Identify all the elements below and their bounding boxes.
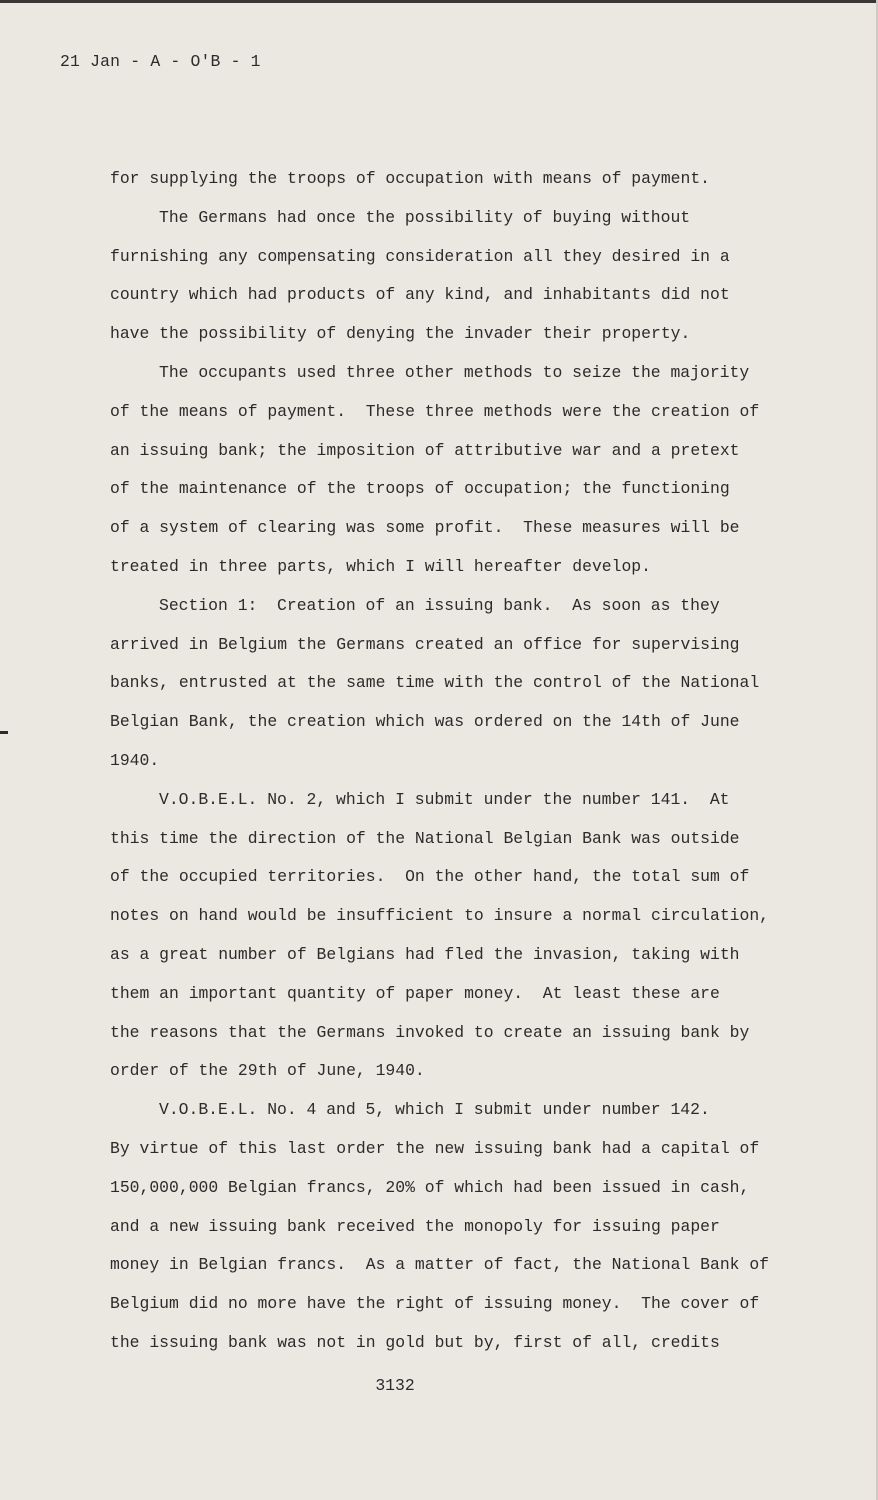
body-text <box>110 165 770 1368</box>
text-line: of the occupied territories. On the other hand, the total sum of <box>110 867 750 887</box>
text-line: order of the 29th of June, 1940. <box>110 1061 425 1081</box>
text-line: treated in three parts, which I will hereafter develop. <box>110 556 651 576</box>
text-line: of the means of payment. These three methods were the creation of <box>110 401 760 421</box>
text-line: have the possibility of denying the invader their property. <box>110 324 691 344</box>
text-line: as a great number of Belgians had fled the invasion, taking with <box>110 944 740 964</box>
text-line: arrived in Belgium the Germans created an office for supervising <box>110 634 740 654</box>
text-line: and a new issuing bank received the monopoly for issuing paper <box>110 1216 720 1236</box>
margin-mark <box>0 731 8 734</box>
page-number: 3132 <box>375 1376 415 1395</box>
text-line: this time the direction of the National Belgian Bank was outside <box>110 828 740 848</box>
text-line: The occupants used three other methods to seize the majority <box>159 362 750 382</box>
text-line: country which had products of any kind, and inhabitants did not <box>110 285 730 305</box>
text-line: for supplying the troops of occupation with means of payment. <box>110 169 710 188</box>
text-line: of a system of clearing was some profit. These measures will be <box>110 518 740 538</box>
text-line: an issuing bank; the imposition of attributive war and a pretext <box>110 440 740 460</box>
text-line: the issuing bank was not in gold but by, first of all, credits <box>110 1332 720 1352</box>
text-line: of the maintenance of the troops of occupation; the functioning <box>110 479 730 499</box>
text-line: the reasons that the Germans invoked to create an issuing bank by <box>110 1022 750 1042</box>
page-header: 21 Jan - A - O'B - 1 <box>60 52 261 71</box>
text-line: Section 1: Creation of an issuing bank. As soon as they <box>159 595 720 615</box>
page-top-edge <box>0 0 878 3</box>
text-line: Belgian Bank, the creation which was ordered on the 14th of June <box>110 712 740 732</box>
text-line: By virtue of this last order the new issuing bank had a capital of <box>110 1138 760 1158</box>
text-line: 150,000,000 Belgian francs, 20% of which had been issued in cash, <box>110 1177 750 1197</box>
text-line: 1940. <box>110 750 160 770</box>
text-line: V.O.B.E.L. No. 4 and 5, which I submit under number 142. <box>159 1100 710 1120</box>
text-line: The Germans had once the possibility of buying without <box>159 207 691 227</box>
text-line: notes on hand would be insufficient to insure a normal circulation, <box>110 906 770 926</box>
text-line: them an important quantity of paper money. At least these are <box>110 983 720 1003</box>
text-line: banks, entrusted at the same time with the control of the National <box>110 673 760 693</box>
text-line: money in Belgian francs. As a matter of fact, the National Bank of <box>110 1255 770 1275</box>
text-line: furnishing any compensating consideration all they desired in a <box>110 246 730 266</box>
text-line: V.O.B.E.L. No. 2, which I submit under the number 141. At <box>159 789 730 809</box>
text-line: Belgium did no more have the right of issuing money. The cover of <box>110 1294 760 1314</box>
